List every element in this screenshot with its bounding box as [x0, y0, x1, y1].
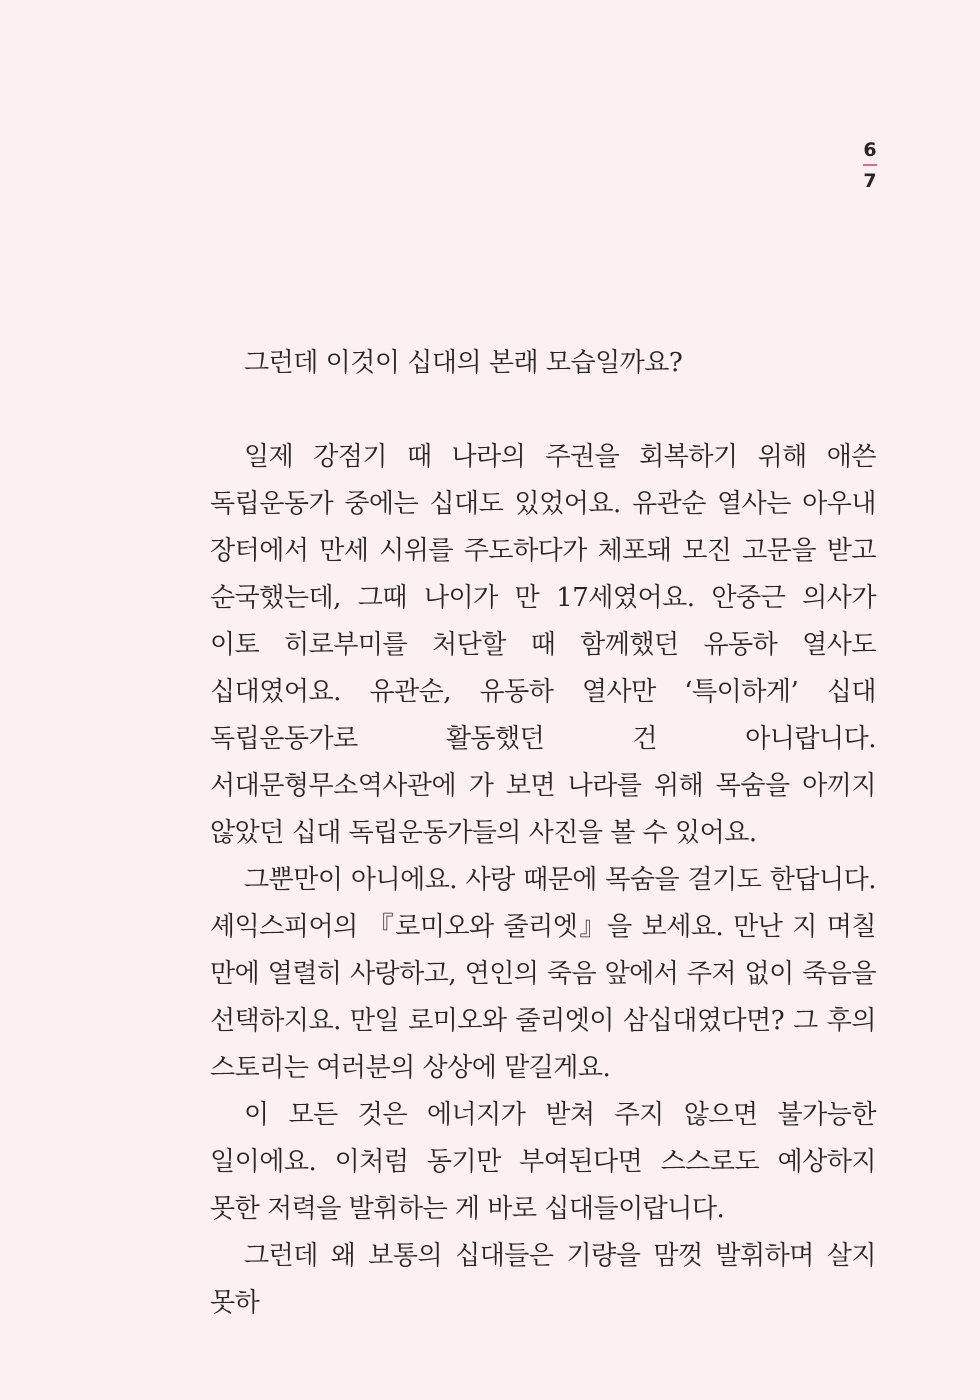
paragraph-closing-question: 그런데 왜 보통의 십대들은 기량을 맘껏 발휘하며 살지 못하 — [210, 1241, 876, 1318]
page-number-right: 7 — [863, 170, 877, 192]
paragraph-romeo-and-juliet: 그뿐만이 아니에요. 사랑 때문에 목숨을 걸기도 한답니다. 셰익스피어의 『로미오와 줄리엣』을 보세요. 만난 지 며칠 만에 열렬히 사랑하고, 연인의 죽음 앞에서 주저 없이 죽음을 선택하지요. 만일 로미오와 줄리엣이 삼십대였다면? 그 후의 스토리는 여러분의 상상에 맡길게요. — [210, 865, 876, 1083]
paragraph-energy-motivation: 이 모든 것은 에너지가 받쳐 주지 않으면 불가능한 일이에요. 이처럼 동기만 부여된다면 스스로도 예상하지 못한 저력을 발휘하는 게 바로 십대들이랍니다. — [210, 1100, 876, 1224]
page-number-divider — [863, 164, 877, 166]
paragraph-opening-question: 그런데 이것이 십대의 본래 모습일까요? — [244, 348, 683, 378]
page-number-left: 6 — [863, 139, 877, 161]
body-text — [210, 340, 876, 1327]
paragraph-independence-activists: 일제 강점기 때 나라의 주권을 회복하기 위해 애쓴 독립운동가 중에는 십대도 있었어요. 유관순 열사는 아우내 장터에서 만세 시위를 주도하다가 체포돼 모진 고문을 받고 순국했는데, 그때 나이가 만 17세였어요. 안중근 의사가 이토 히로부미를 처단할 때 함께했던 유동하 열사도 십대였어요. 유관순, 유동하 열사만 ‘특이하게’ 십대 독립운동가로 활동했던 건 아니랍니다. 서대문형무소역사관에 가 보면 나라를 위해 목숨을 아끼지 않았던 십대 독립운동가들의 사진을 볼 수 있어요. — [210, 442, 876, 848]
page-number — [858, 138, 882, 193]
